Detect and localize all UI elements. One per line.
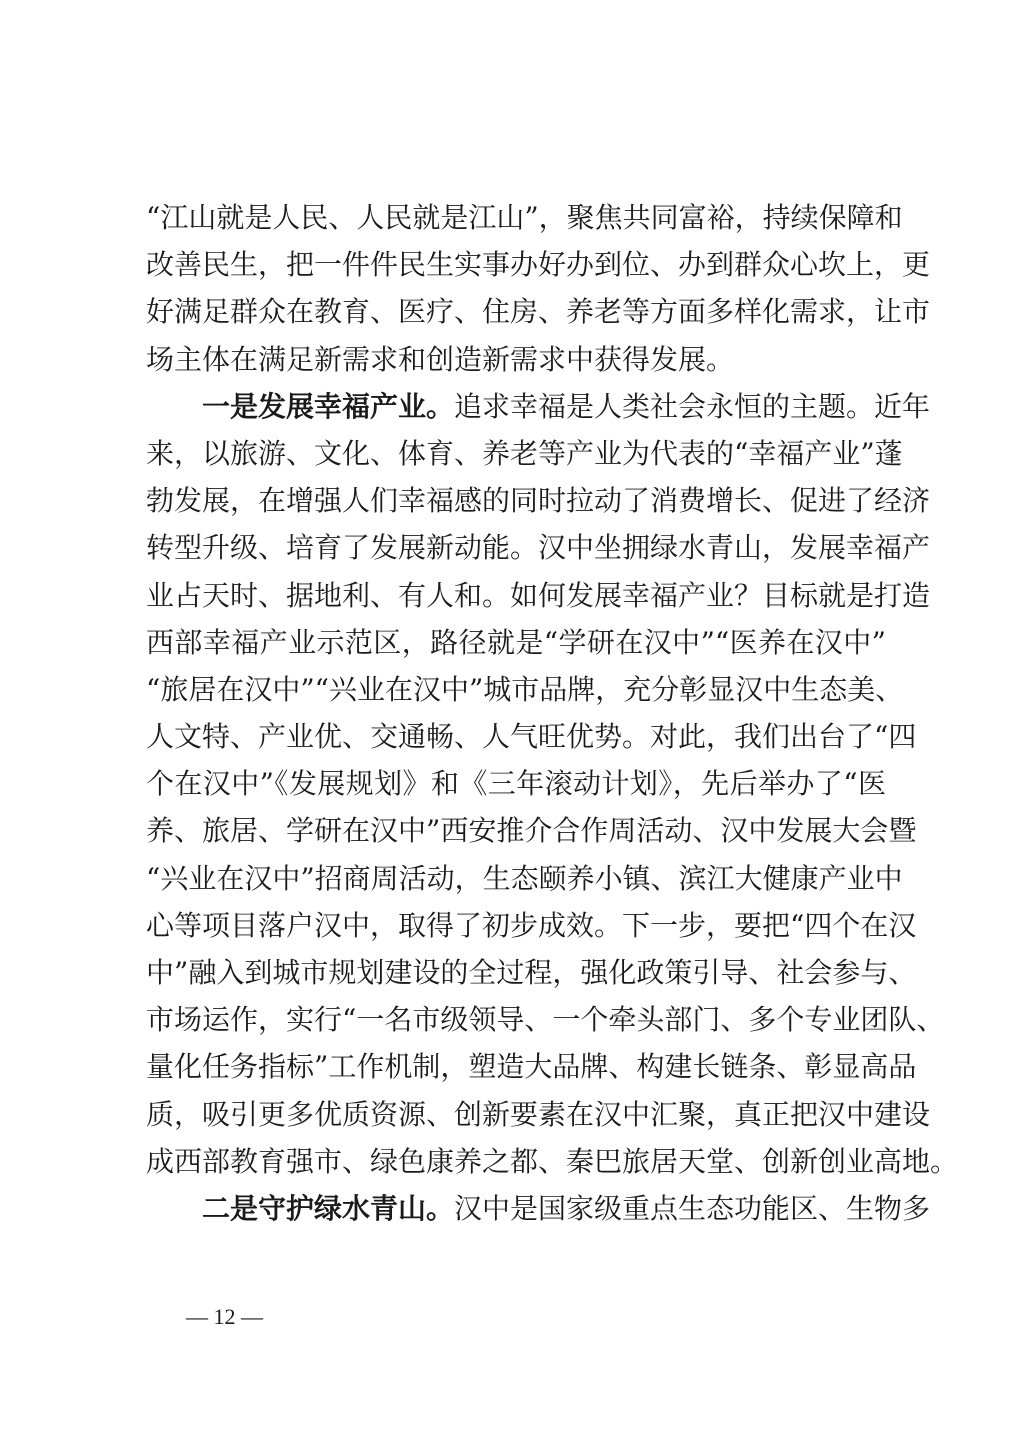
- paragraph-line: 勃发展，在增强人们幸福感的同时拉动了消费增长、促进了经济: [146, 484, 931, 518]
- paragraph-line: 质，吸引更多优质资源、创新要素在汉中汇聚，真正把汉中建设: [146, 1097, 931, 1131]
- section1-first-line: [146, 383, 931, 430]
- paragraph-line: 养、旅居、学研在汉中”西安推介合作周活动、汉中发展大会暨: [146, 814, 917, 848]
- paragraph-line: 场主体在满足新需求和创造新需求中获得发展。: [146, 342, 735, 376]
- paragraph-line: 来，以旅游、文化、体育、养老等产业为代表的“幸福产业”蓬: [146, 436, 903, 470]
- section1-heading: 一是发展幸福产业。: [202, 389, 455, 423]
- paragraph-line: 人文特、产业优、交通畅、人气旺优势。对此，我们出台了“四: [146, 720, 917, 754]
- paragraph-line: 西部幸福产业示范区，路径就是“学研在汉中”“医养在汉中”: [146, 625, 886, 659]
- paragraph-line: 成西部教育强市、绿色康养之都、秦巴旅居天堂、创新创业高地。: [146, 1144, 959, 1178]
- paragraph-line: 业占天时、据地利、有人和。如何发展幸福产业？目标就是打造: [146, 578, 931, 612]
- paragraph-line: 中”融入到城市规划建设的全过程，强化政策引导、社会参与、: [146, 956, 917, 989]
- section2-first-line-text: 汉中是国家级重点生态功能区、生物多: [454, 1191, 931, 1225]
- paragraph-line: “旅居在汉中”“兴业在汉中”城市品牌，充分彰显汉中生态美、: [146, 672, 904, 706]
- section1-first-line-text: 追求幸福是人类社会永恒的主题。近年: [454, 389, 931, 423]
- paragraph-line: 市场运作，实行“一名市级领导、一个牵头部门、多个专业团队、: [146, 1003, 945, 1037]
- paragraph-line: “兴业在汉中”招商周活动，生态颐养小镇、滨江大健康产业中: [146, 861, 903, 895]
- page-number: — 12 —: [186, 1304, 263, 1329]
- paragraph-line: 量化任务指标”工作机制，塑造大品牌、构建长链条、彰显高品: [146, 1050, 917, 1084]
- paragraph-line: 心等项目落户汉中，取得了初步成效。下一步，要把“四个在汉: [146, 908, 917, 942]
- paragraph-line: 好满足群众在教育、医疗、住房、养老等方面多样化需求，让市: [146, 295, 931, 329]
- body-text: [146, 194, 959, 1232]
- paragraph-line: 个在汉中”《发展规划》和《三年滚动计划》，先后举办了“医: [146, 767, 886, 801]
- paragraph-line: 转型升级、培育了发展新动能。汉中坐拥绿水青山，发展幸福产: [146, 531, 931, 565]
- paragraph-line: “江山就是人民、人民就是江山”，聚焦共同富裕，持续保障和: [146, 201, 903, 234]
- section2-first-line: [146, 1185, 931, 1232]
- paragraph-line: 改善民生，把一件件民生实事办好办到位、办到群众心坎上，更: [146, 248, 931, 282]
- section2-heading: 二是守护绿水青山。: [202, 1191, 455, 1225]
